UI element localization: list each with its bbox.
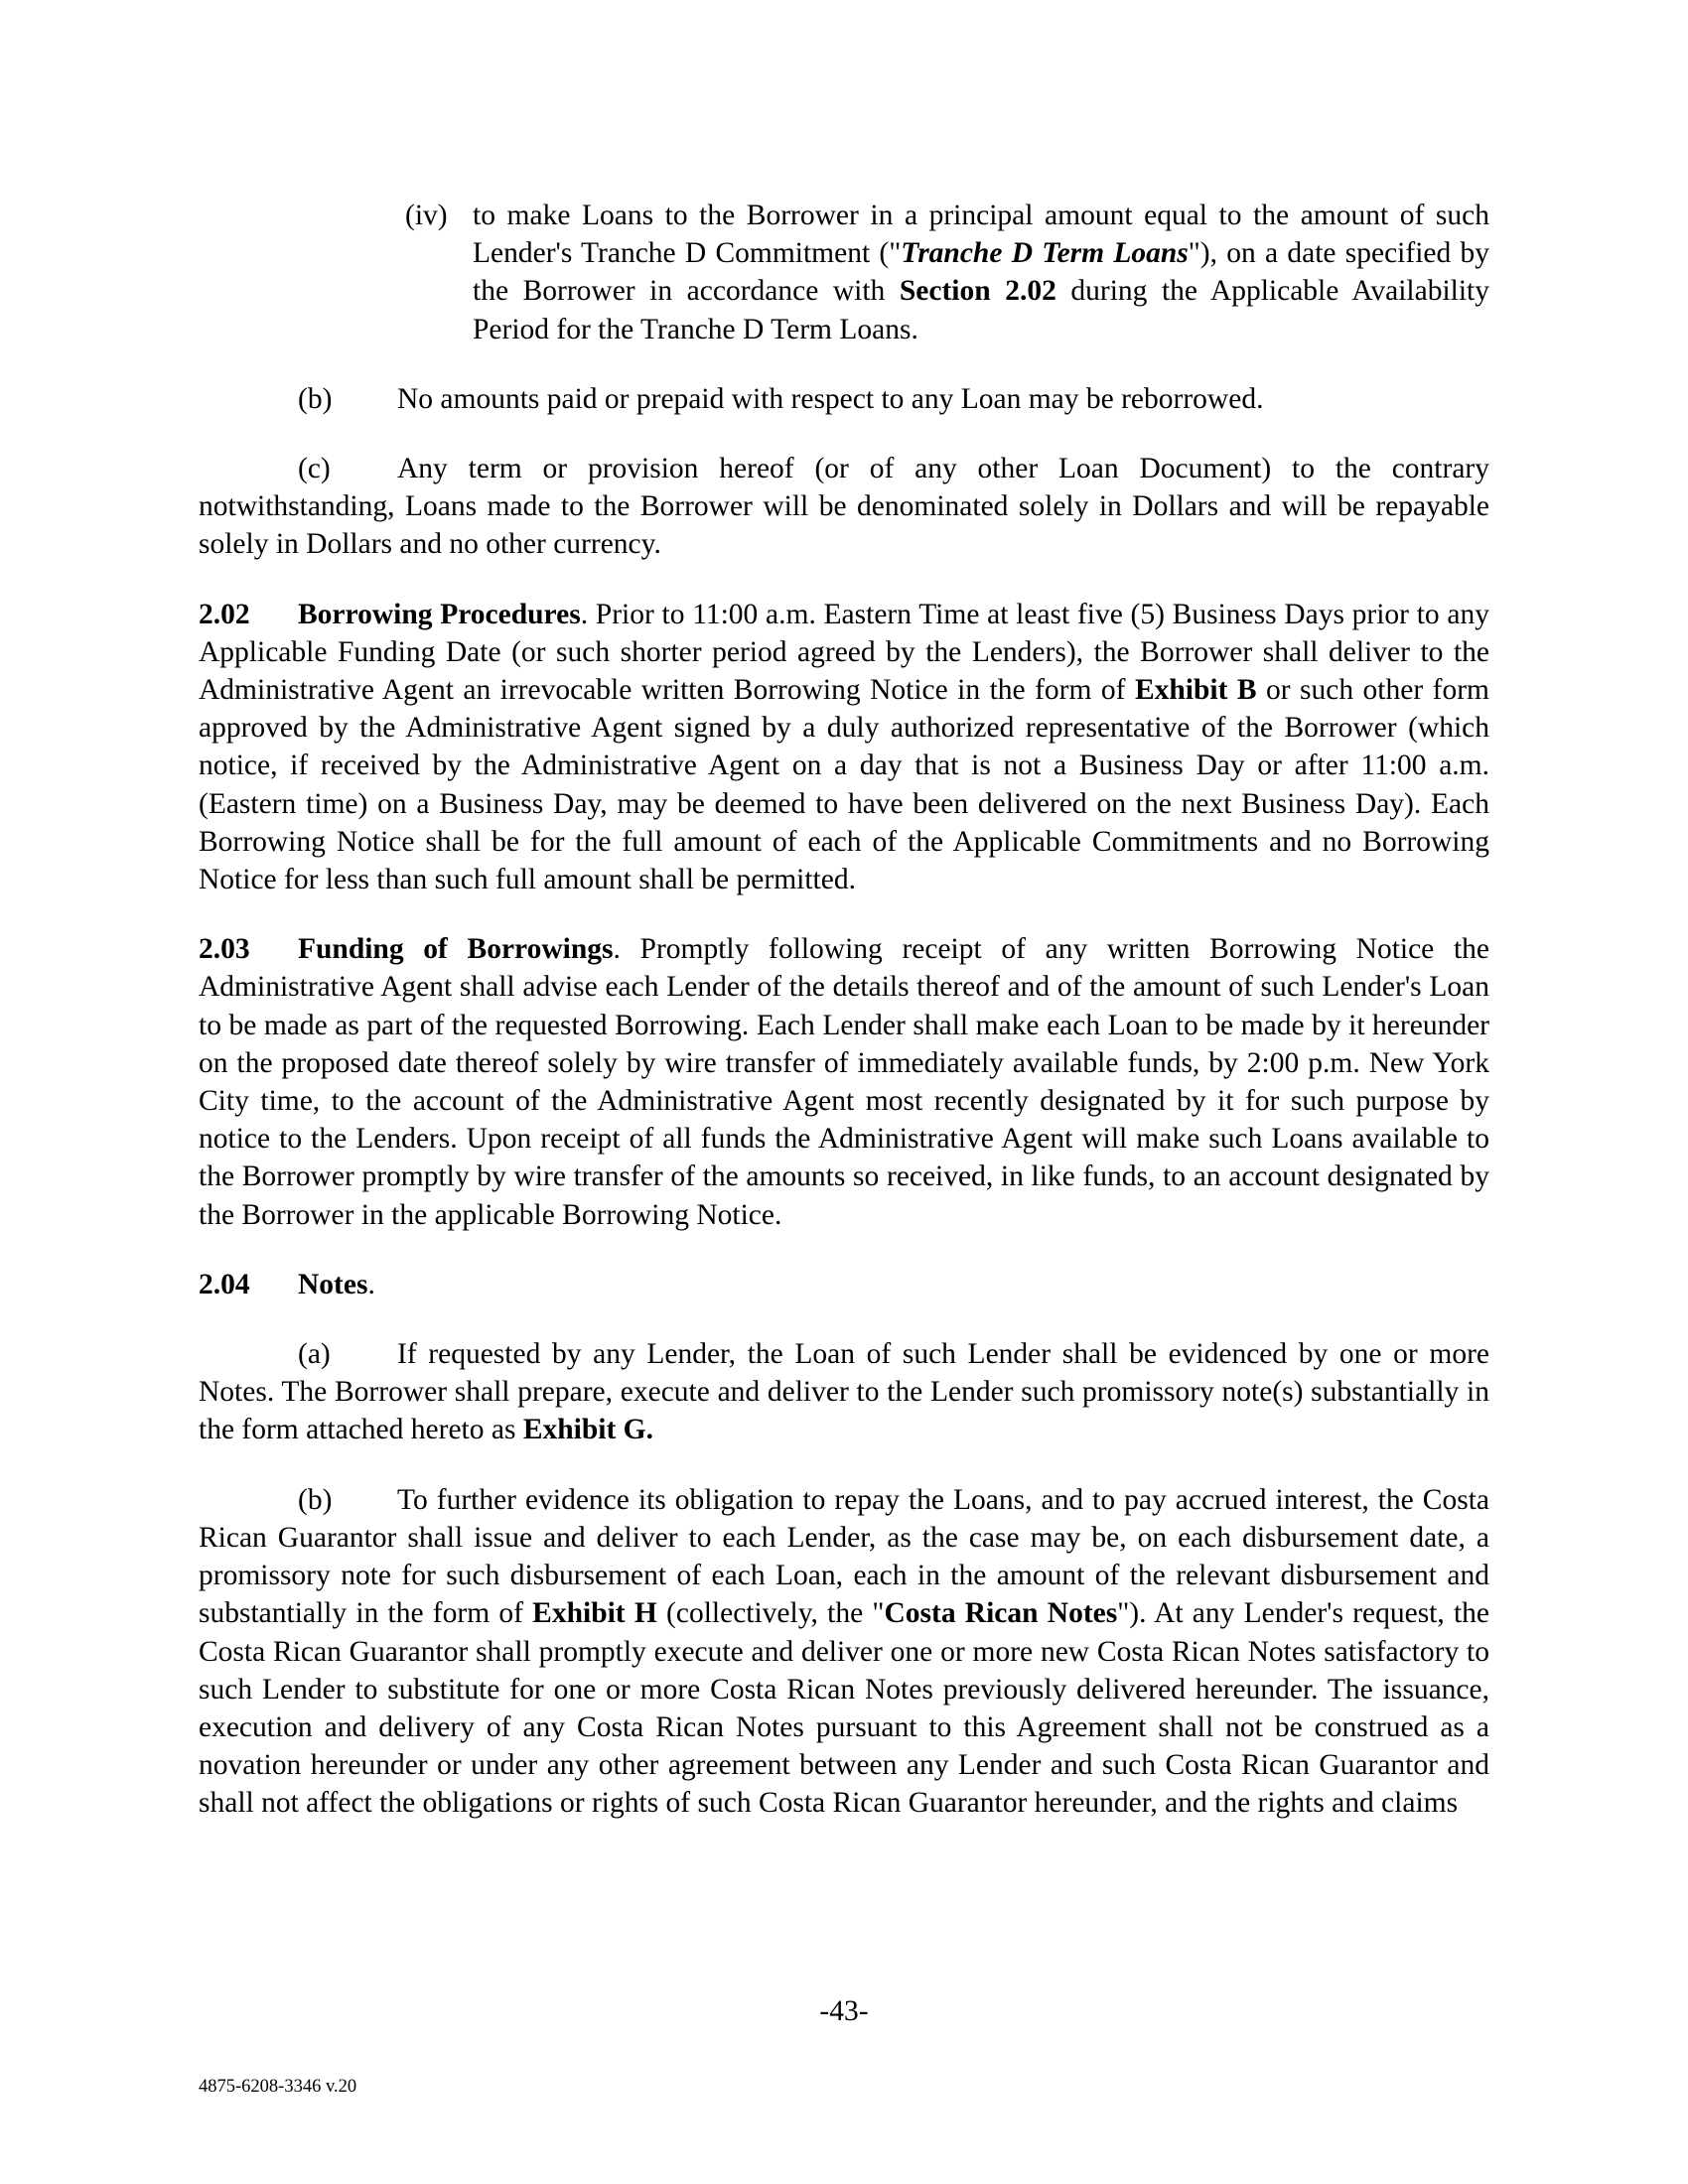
document-id: 4875-6208-3346 v.20 — [199, 2077, 357, 2097]
paragraph-2-04-a-label: (a) — [298, 1338, 331, 1371]
clause-iv-text-2: "), on a date specified by the Borrower in accordance with — [473, 237, 1489, 308]
paragraph-2-04-b-label: (b) — [298, 1483, 333, 1516]
clause-iv — [405, 197, 1489, 348]
paragraph-2-04-a-text: If requested by any Lender, the Loan of such Lender shall be evidenced by one or more Notes. The Borrower shall prepare, execute and deliver to the Lender such promissory note(s) substantially in the form attached hereto as — [199, 1338, 1489, 1446]
section-2-02-title: Borrowing Procedures — [298, 598, 581, 630]
page-number: -43- — [819, 1995, 869, 2027]
paragraph-c — [199, 450, 1489, 564]
section-2-04-number: 2.04 — [199, 1268, 250, 1300]
exhibit-b-ref: Exhibit B — [1134, 674, 1257, 707]
defined-term-costa-rican-notes: Costa Rican Notes — [884, 1597, 1118, 1630]
clause-iv-text-3: during the Applicable Availability Period for the Tranche D Term Loans. — [473, 275, 1489, 345]
section-2-03-title: Funding of Borrowings — [298, 933, 614, 966]
paragraph-b-text: No amounts paid or prepaid with respect to any Loan may be reborrowed. — [397, 382, 1264, 415]
paragraph-b-label: (b) — [298, 382, 333, 415]
section-2-02 — [199, 596, 1489, 899]
section-2-02-text-1: . Prior to 11:00 a.m. Eastern Time at least five (5) Business Days prior to any Applicable Funding Date (or such shorter period agreed by the Lenders), the Borrower shall deliver to the Administrative Agent an irrevocable written Borrowing Notice in the form of — [199, 598, 1489, 707]
exhibit-g-ref: Exhibit G. — [522, 1414, 653, 1446]
section-2-04 — [199, 1266, 1489, 1303]
paragraph-c-text: Any term or provision hereof (or of any other Loan Document) to the contrary notwithstanding, Loans made to the Borrower will be denominated solely in Dollars and will be repayable solely in Dollars and no other currency. — [199, 453, 1489, 561]
paragraph-c-label: (c) — [298, 453, 331, 485]
paragraph-2-04-b-text-1: To further evidence its obligation to repay the Loans, and to pay accrued interest, the Costa Rican Guarantor shall issue and deliver to each Lender, as the case may be, on each disbursement date, a promissory note for such disbursement of each Loan, each in the amount of the relevant disbursement and substantially in the form of — [199, 1483, 1489, 1630]
clause-iv-text — [473, 197, 1489, 348]
paragraph-b — [199, 380, 1489, 418]
section-2-02-number: 2.02 — [199, 598, 250, 630]
section-2-03-number: 2.03 — [199, 933, 250, 966]
section-2-03 — [199, 930, 1489, 1234]
clause-iv-text-1: to make Loans to the Borrower in a principal amount equal to the amount of such Lender's Tranche D Commitment (" — [473, 200, 1489, 270]
section-ref-2-02: Section 2.02 — [899, 275, 1056, 308]
section-2-02-text-2: or such other form approved by the Administrative Agent signed by a duly authorized representative of the Borrower (which notice, if received by the Administrative Agent on a day that is not a Business Day or after 11:00 a.m. (Eastern time) on a Business Day, may be deemed to have been delivered on the next Business Day). Each Borrowing Notice shall be for the full amount of each of the Applicable Commitments and no Borrowing Notice for less than such full amount shall be permitted. — [199, 674, 1489, 896]
paragraph-2-04-b-text-3: "). At any Lender's request, the Costa Rican Guarantor shall promptly execute and deliver one or more new Costa Rican Notes satisfactory to such Lender to substitute for one or more Costa Rican Notes previously delivered hereunder. The issuance, execution and delivery of any Costa Rican Notes pursuant to this Agreement shall not be construed as a novation hereunder or under any other agreement between any Lender and such Costa Rican Guarantor and shall not affect the obligations or rights of such Costa Rican Guarantor hereunder, and the rights and claims — [199, 1597, 1490, 1820]
section-2-04-dot: . — [367, 1268, 375, 1300]
exhibit-h-ref: Exhibit H — [532, 1597, 657, 1630]
paragraph-2-04-b — [199, 1481, 1489, 1823]
section-2-03-text: . Promptly following receipt of any written Borrowing Notice the Administrative Agent shall advise each Lender of the details thereof and of the amount of such Lender's Loan to be made as part of the requested Borrowing. Each Lender shall make each Loan to be made by it hereunder on the proposed date thereof solely by wire transfer of immediately available funds, by 2:00 p.m. New York City time, to the account of the Administrative Agent most recently designated by it for such purpose by notice to the Lenders. Upon receipt of all funds the Administrative Agent will make such Loans available to the Borrower promptly by wire transfer of the amounts so received, in like funds, to an account designated by the Borrower in the applicable Borrowing Notice. — [199, 933, 1489, 1231]
section-2-04-title: Notes — [298, 1268, 368, 1300]
paragraph-2-04-b-text-2: (collectively, the " — [656, 1597, 885, 1630]
clause-iv-number: (iv) — [405, 200, 448, 231]
defined-term-tranche-d: Tranche D Term Loans — [901, 237, 1189, 270]
paragraph-2-04-a — [199, 1335, 1489, 1449]
document-body — [199, 197, 1489, 1854]
